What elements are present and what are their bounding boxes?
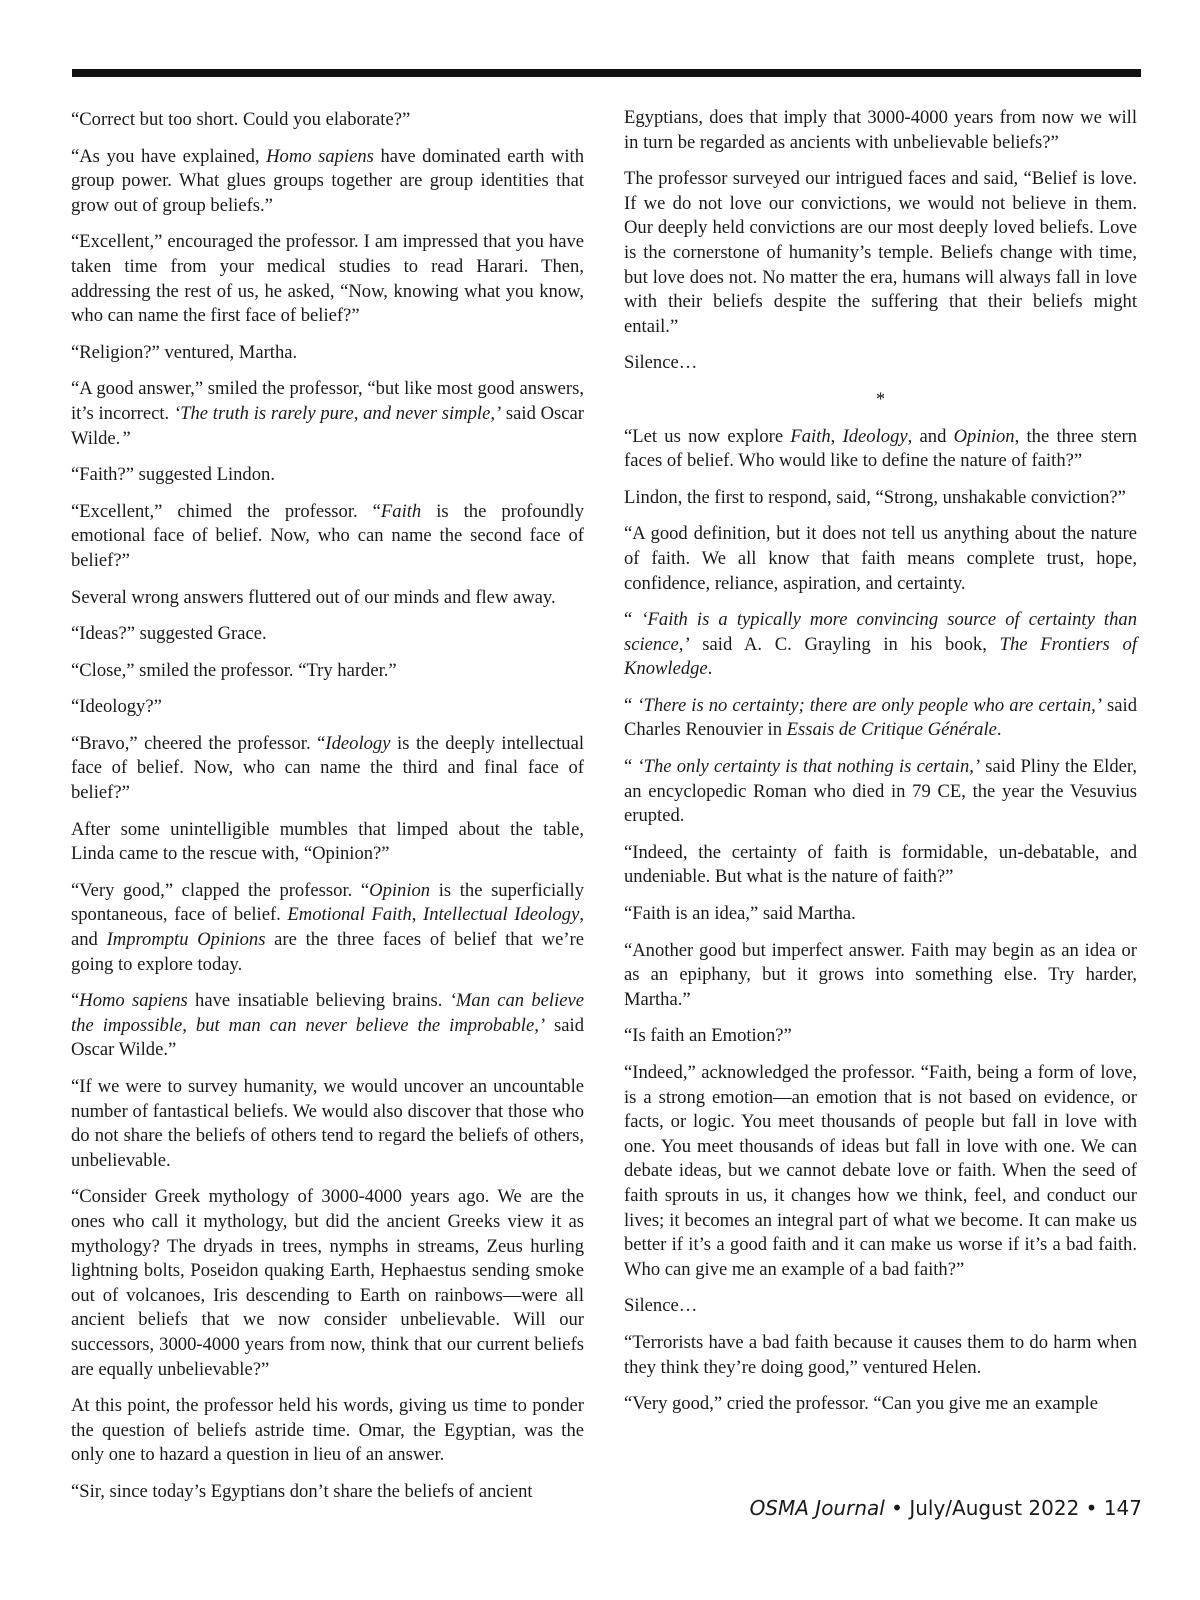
section-separator: * bbox=[875, 388, 886, 410]
paragraph: After some unintelligible mumbles that limped about the table, Linda came to the rescue with, “Opinion?” bbox=[71, 818, 584, 865]
journal-name: OSMA Journal bbox=[749, 1496, 885, 1520]
paragraph: Silence… bbox=[624, 1295, 698, 1317]
paragraph: “Sir, since today’s Egyptians don’t share the beliefs of ancient bbox=[71, 1480, 533, 1502]
paragraph: “ ‘There is no certainty; there are only people who are certain,’ said Charles Renouvier in Essais de Critique Générale. bbox=[624, 694, 1137, 741]
paragraph: “As you have explained, Homo sapiens have dominated earth with group power. What glues groups together are group identities that grow out of group beliefs.” bbox=[71, 145, 584, 216]
paragraph: “If we were to survey humanity, we would uncover an uncountable number of fantastical beliefs. We would also discover that those who do not share the beliefs of others tend to regard the beliefs of others, unbelievable. bbox=[71, 1076, 584, 1171]
left-column bbox=[71, 108, 584, 1517]
page-number: 147 bbox=[1103, 1496, 1142, 1520]
paragraph: “Close,” smiled the professor. “Try harder.” bbox=[71, 659, 397, 681]
paragraph: “Excellent,” chimed the professor. “Faith is the profoundly emotional face of belief. Now, who can name the second face of belief?” bbox=[71, 500, 584, 571]
page-footer bbox=[750, 1496, 1142, 1520]
paragraph: “Ideology?” bbox=[71, 696, 162, 718]
paragraph: The professor surveyed our intrigued faces and said, “Belief is love. If we do not love our convictions, we would not believe in them. Our deeply held convictions are our most deeply loved beliefs. Love is the cornerstone of humanity’s temple. Beliefs change with time, but love does not. No matter the era, humans will always fall in love with their beliefs despite the suffering that their beliefs might entail.” bbox=[624, 168, 1137, 337]
paragraph: “Terrorists have a bad faith because it causes them to do harm when they think they’re doing good,” ventured Helen. bbox=[624, 1331, 1137, 1378]
paragraph: “A good answer,” smiled the professor, “but like most good answers, it’s incorrect. ‘The truth is rarely pure, and never simple,’ said Oscar Wilde.” bbox=[71, 378, 584, 449]
right-column bbox=[624, 106, 1137, 1429]
paragraph: “Excellent,” encouraged the professor. I am impressed that you have taken time from your medical studies to read Harari. Then, addressing the rest of us, he asked, “Now, knowing what you know, who can name the first face of belief?” bbox=[71, 231, 584, 327]
paragraph: Egyptians, does that imply that 3000-4000 years from now we will in turn be regarded as ancients with unbelievable beliefs?” bbox=[624, 107, 1137, 153]
paragraph: “Let us now explore Faith, Ideology, and Opinion, the three stern faces of belief. Who would like to define the nature of faith?” bbox=[624, 425, 1138, 472]
paragraph: “Correct but too short. Could you elaborate?” bbox=[71, 109, 411, 130]
paragraph: “Another good but imperfect answer. Faith may begin as an idea or as an epiphany, but it grows into something else. Try harder, Martha.” bbox=[624, 939, 1137, 1010]
paragraph: “ ‘Faith is a typically more convincing source of certainty than science,’ said A. C. Grayling in his book, The Frontiers of Knowledge. bbox=[624, 609, 1137, 680]
paragraph: “Consider Greek mythology of 3000-4000 years ago. We are the ones who call it mythology, but did the ancient Greeks view it as mythology? The dryads in trees, nymphs in streams, Zeus hurling lightning bolts, Poseidon quaking Earth, Hephaestus sending smoke out of volcanoes, Iris descending to Earth on rainbows—were all ancient beliefs that we now consider unbelievable. Will our successors, 3000-4000 years from now, think that our current beliefs are equally unbelievable?” bbox=[71, 1186, 584, 1380]
paragraph: “Is faith an Emotion?” bbox=[624, 1025, 792, 1047]
issue-date: • July/August 2022 • bbox=[884, 1496, 1104, 1520]
paragraph: “Faith is an idea,” said Martha. bbox=[624, 903, 856, 925]
paragraph: Several wrong answers fluttered out of our minds and flew away. bbox=[71, 586, 556, 608]
paragraph: At this point, the professor held his words, giving us time to ponder the question of beliefs astride time. Omar, the Egyptian, was the only one to hazard a question in lieu of an answer. bbox=[71, 1395, 584, 1466]
paragraph: “Indeed,” acknowledged the professor. “Faith, being a form of love, is a strong emotion—an emotion that is not based on evidence, or facts, or logic. You meet thousands of people but fall in love with one. You meet thousands of ideas but fall in love with one. We can debate ideas, but we cannot debate love or faith. When the seed of faith sprouts in us, it changes how we think, feel, and conduct our lives; it becomes an integral part of what we become. It can make us better if it’s a good faith and it can make us worse if it’s a bad faith. Who can give me an example of a bad faith?” bbox=[624, 1062, 1137, 1280]
paragraph: “ ‘The only certainty is that nothing is certain,’ said Pliny the Elder, an encyclopedic Roman who died in 79 CE, the year the Vesuvius erupted. bbox=[624, 756, 1137, 827]
paragraph: “Indeed, the certainty of faith is formidable, un-debatable, and undeniable. But what is the nature of faith?” bbox=[624, 841, 1137, 888]
paragraph: Silence… bbox=[624, 352, 698, 374]
paragraph: “Homo sapiens have insatiable believing brains. ‘Man can believe the impossible, but man can never believe the improbable,’ said Oscar Wilde.” bbox=[71, 990, 585, 1061]
paragraph: “Very good,” clapped the professor. “Opinion is the superficially spontaneous, face of belief. Emotional Faith, Intellectual Ideology, and Impromptu Opinions are the three faces of belief that we’re going to explore today. bbox=[71, 879, 584, 975]
paragraph: Lindon, the first to respond, said, “Strong, unshakable conviction?” bbox=[624, 486, 1126, 508]
paragraph: “Ideas?” suggested Grace. bbox=[71, 623, 267, 645]
paragraph: “Bravo,” cheered the professor. “Ideology is the deeply intellectual face of belief. Now, who can name the third and final face of belief?” bbox=[71, 732, 584, 804]
paragraph: “A good definition, but it does not tell us anything about the nature of faith. We all know that faith means complete trust, hope, confidence, reliance, aspiration, and certainty. bbox=[624, 523, 1137, 594]
paragraph: “Religion?” ventured, Martha. bbox=[71, 341, 298, 363]
paragraph: “Very good,” cried the professor. “Can you give me an example bbox=[624, 1393, 1098, 1415]
paragraph: “Faith?” suggested Lindon. bbox=[71, 464, 275, 486]
top-rule bbox=[72, 69, 1141, 77]
